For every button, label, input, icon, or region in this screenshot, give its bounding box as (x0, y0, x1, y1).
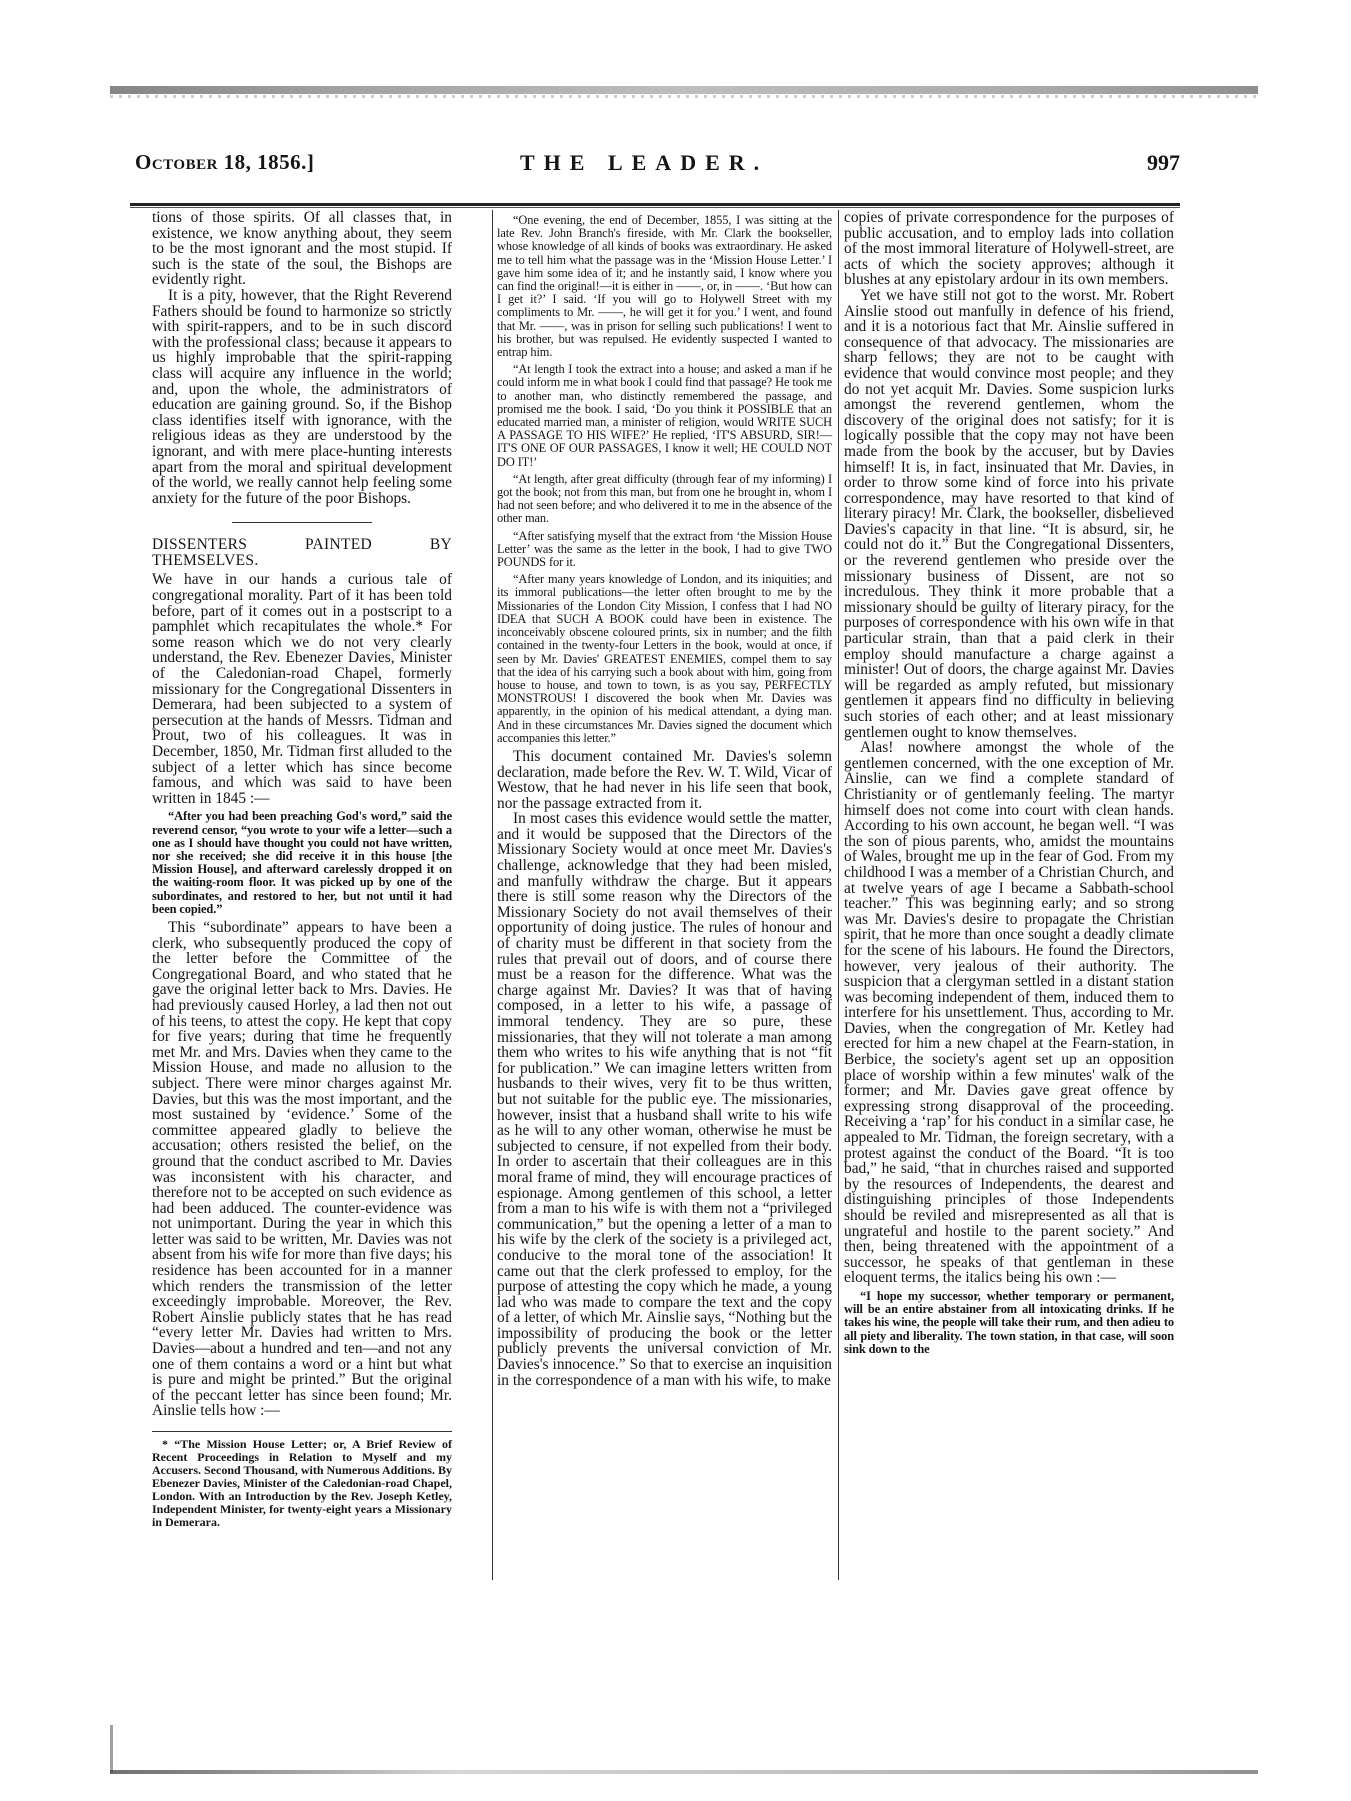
block-quote: “At length, after great difficulty (through fear of my informing) I got the book; not from this man, but from one he brought in, whom I had not seen before; and who delivered it to me in the absence of the other man. (497, 471, 832, 526)
paragraph: tions of those spirits. Of all classes that, in existence, we know anything about, they seem to be the most ignorant and the most stupid. If such is the state of the soul, the Bishops are evidently right. (152, 209, 452, 289)
issue-date: October 18, 1856.] (135, 150, 315, 174)
block-quote: “One evening, the end of December, 1855, I was sitting at the late Rev. John Branch's fireside, with Mr. Clark the bookseller, whose knowledge of all kinds of books was extraordinary. He asked me to tell him what the passage was in the ‘Mission House Letter.’ I gave him some idea of it; and he instantly said, I know where you can find the original!—it is either in ——, or, in ——. ‘But how can I get it?’ I said. ‘If you will go to Holywell Street with my compliments to Mr. ——, he will get it for you.’ I went, and found that Mr. ——, was in prison for selling such publications! I went to his brother, but was repulsed. He evidently suspected I wanted to entrap him. (497, 213, 832, 360)
scan-edge-artifact (110, 86, 1258, 94)
block-quote: “After you had been preaching God's word,” said the reverend censor, “you wrote to your wife a letter—such a one as I should have thought you could not have written, nor she received; she did receive it in this house [the Mission House], and afterward carelessly dropped it on the waiting-room floor. It was picked up by one of the subordinates, and restored to her, but not until it had been copied.” (152, 809, 452, 916)
column-3 (844, 210, 1174, 1360)
scan-edge-artifact (110, 1725, 113, 1773)
header-rule (130, 203, 1180, 206)
paragraph: This document contained Mr. Davies's solemn declaration, made before the Rev. W. T. Wild, Vicar of Westow, that he had never in his life seen that book, nor the passage extracted from it. (497, 747, 832, 812)
paragraph: We have in our hands a curious tale of congregational morality. Part of it has been told before, part of it comes out in a postscript to a pamphlet which recapitulates the whole.* For some reason which we do not very clearly understand, the Rev. Ebenezer Davies, Minister of the Caledonian-road Chapel, formerly missionary for the Congregational Dissenters in Demerara, had been subjected to a system of persecution at the hands of Messrs. Tidman and Prout, two of his colleagues. It was in December, 1850, Mr. Tidman first alluded to the subject of a letter which has since become famous, and which was said to have been written in 1845 :— (152, 571, 452, 807)
block-quote: “After many years knowledge of London, and its iniquities; and its immoral publications—the letter often brought to me by the Missionaries of the London City Mission, I confess that I had NO IDEA that SUCH A BOOK could have been in existence. The inconceivably obscene coloured prints, six in number; and the filth contained in the twenty-four Letters in the book, would at once, if seen by Mr. Davies' GREATEST ENEMIES, compel them to say that the idea of his carrying such a book about with him, going from house to house, and town to town, is as you say, PERFECTLY MONSTROUS! I discovered the book when Mr. Davies was apparently, in the opinion of his medical attendant, a dying man. And in these circumstances Mr. Davies signed the document which accompanies this letter.” (497, 572, 832, 745)
masthead (135, 150, 1180, 186)
block-quote: “After satisfying myself that the extract from ‘the Mission House Letter’ was the same as the letter in the book, I had to give TWO POUNDS for it. (497, 528, 832, 570)
newspaper-title: THE LEADER. (520, 150, 769, 175)
paragraph: In most cases this evidence would settle the matter, and it would be supposed that the Directors of the Missionary Society would at once meet Mr. Davies's challenge, acknowledge that they had been misled, and manfully withdraw the charge. But it appears there is still some reason why the Directors of the Missionary Society do not avail themselves of their opportunity of doing justice. The rules of honour and of charity must be different in that society from the rules that prevail out of doors, and of course there must be a reason for the difference. What was the charge against Mr. Davies? It was that of having composed, in a letter to his wife, a passage of immoral tendency. They are so pure, these missionaries, that they will not tolerate a man among them who writes to his wife anything that is not “fit for publication.” We can imagine letters written from husbands to their wives, very fit to be thus written, but not suitable for the public eye. The missionaries, however, insist that a husband shall write to his wife as he will to any other woman, otherwise he must be subjected to censure, if not expelled from their body. In order to ascertain that their colleagues are in this moral frame of mind, they will encourage practices of espionage. Among gentlemen of this school, a letter from a man to his wife is with them not a “privileged communication,” but the opening a letter of a man to his wife by the clerk of the society is a privileged act, conducive to the moral tone of the association! It came out that the clerk professed to employ, for the purpose of attesting the copy which he made, a young lad who was made to compare the text and the copy of a letter, of which Mr. Ainslie says, “Nothing but the impossibility of producing the book or the letter publicly prevents the universal conviction of Mr. Davies's innocence.” So that to exercise an inquisition in the correspondence of a man with his wife, to make (497, 810, 832, 1389)
paragraph: Alas! nowhere amongst the whole of the gentlemen concerned, with the one exception of Mr. Ainslie, can we find a complete standard of Christianity or of gentlemanly feeling. The martyr himself does not come into court with clean hands. According to his own account, he began well. “I was the son of pious parents, who, amidst the mountains of Wales, brought me up in the fear of God. From my childhood I was a member of a Christian Church, and at twelve years of age I became a Sabbath-school teacher.” This was beginning early; and so strong was Mr. Davies's desire to propagate the Christian spirit, that he more than once sought a deadly climate for the scene of his labours. He found the Directors, however, very jealous of their authority. The suspicion that a clergyman settled in a distant station was becoming independent of them, induced them to interfere for his unsettlement. Thus, according to Mr. Davies, when the congregation of Mr. Ketley had erected for him a new chapel at the Fearn-station, in Berbice, the society's agent set up an opposition place of worship within a few minutes' walk of the former; and Mr. Davies gave great offence by expressing strong disapproval of the proceeding. Receiving a ‘rap’ for his conduct in a similar case, he appealed to Mr. Tidman, the foreign secretary, with a protest against the conduct of the Board. “It is too bad,” he said, “that in churches raised and supported by the resources of Independents, the dearest and distinguishing principles of those Independents should be reviled and misrepresented as all that is ungrateful and hostile to the parent society.” And then, being threatened with the appointment of a successor, he speaks of that gentleman in these eloquent terms, the italics being his own :— (844, 739, 1174, 1287)
paragraph: copies of private correspondence for the purposes of public accusation, and to employ lads into collation of the most immoral literature of Holywell-street, are acts of which the society approves; although it blushes at any epistolary ardour in its own members. (844, 209, 1174, 289)
paragraph: Yet we have still not got to the worst. Mr. Robert Ainslie stood out manfully in defence of his friend, and it is a notorious fact that Mr. Ainslie suffered in consequence of that advocacy. The missionaries are sharp fellows; they are not to be caught with evidence that would convince most people; and they do not yet acquit Mr. Davies. Some suspicion lurks amongst the reverend gentlemen, whom the discovery of the original does not satisfy; for it is logically possible that the copy may not have been made from the book by the accuser, but by Davies himself! It is, in fact, insinuated that Mr. Davies, in order to throw some kind of force into his private correspondence, may have resorted to that kind of literary piracy! Mr. Clark, the bookseller, disbelieved Davies's capacity in that line. “It is absurd, sir, he could not do it.” But the Congregational Dissenters, or the reverend gentlemen who preside over the missionary business of Dissent, are not so incredulous. They think it more probable that a missionary should be guilty of literary piracy, for the purposes of correspondence with his own wife in that particular strain, than that a paid clerk in their employ should manufacture a charge against a minister! Out of doors, the charge against Mr. Davies will be regarded as amply refuted, but missionary gentlemen it appears find no difficulty in believing such stories of each other; and at least missionary gentlemen ought to know themselves. (844, 286, 1174, 741)
page-number: 997 (1147, 150, 1180, 175)
section-separator (232, 522, 372, 523)
footnote-rule (152, 1431, 452, 1432)
column-2 (497, 210, 832, 1388)
header-rule-thin (130, 207, 1180, 208)
paragraph: It is a pity, however, that the Right Reverend Fathers should be found to harmonize so strictly with spirit-rappers, and to be in such discord with the professional class; because it appears to us highly improbable that the spirit-rapping class will acquire any influence in the world; and, upon the whole, the administrators of education are gaining ground. So, if the Bishop class identifies itself with ignorance, with the religious ideas as they are understood by the ignorant, and with mere place-hunting interests apart from the moral and spiritual development of the world, we really cannot help feeling some anxiety for the future of the poor Bishops. (152, 286, 452, 507)
column-1 (152, 210, 452, 1529)
paragraph: This “subordinate” appears to have been a clerk, who subsequently produced the copy of the letter before the Committee of the Congregational Board, and who stated that he gave the original letter back to Mrs. Davies. He had previously caused Horley, a lad then not out of his teens, to attest the copy. He kept that copy for five years; during that time he frequently met Mr. and Mrs. Davies when they came to the Mission House, and made no allusion to the subject. There were minor charges against Mr. Davies, but this was the most important, and the most sustained by ‘evidence.’ Some of the committee appeared gladly to believe the accusation; others resisted the belief, on the ground that the conduct ascribed to Mr. Davies was inconsistent with his character, and therefore not to be accepted on such evidence as had been adduced. The counter-evidence was not unimportant. During the year in which this letter was said to be written, Mr. Davies was not absent from his wife for more than five days; his residence has been accounted for in a manner which renders the transmission of the letter exceedingly improbable. Moreover, the Rev. Robert Ainslie publicly states that he has read “every letter Mr. Davies had written to Mrs. Davies—about a hundred and ten—and not any one of them contains a word or a hint but what is pure and might be printed.” But the original of the peccant letter has since been found; Mr. Ainslie tells how :— (152, 919, 452, 1420)
scan-edge-artifact (110, 95, 1258, 98)
column-divider (492, 210, 493, 1580)
article-heading: DISSENTERS PAINTED BY THEMSELVES. (152, 536, 452, 569)
block-quote: “I hope my successor, whether temporary or permanent, will be an entire abstainer from all intoxicating drinks. If he takes his wine, the people will take their rum, and then adieu to all piety and liberality. The town station, in that case, will soon sink down to the (844, 1288, 1174, 1356)
block-quote: “At length I took the extract into a house; and asked a man if he could inform me in what book I could find that passage? He took me to another man, who distinctly remembered the passage, and promised me the book. I said, ‘Do you think it POSSIBLE that an educated married man, a minister of religion, would WRITE SUCH A PASSAGE TO HIS WIFE?’ He replied, ‘IT'S ABSURD, SIR!—IT'S ONE OF OUR PASSAGES, I know it well; HE COULD NOT DO IT!’ (497, 362, 832, 469)
column-divider (838, 210, 839, 1580)
scan-edge-artifact (110, 1770, 1258, 1774)
footnote: * “The Mission House Letter; or, A Brief Review of Recent Proceedings in Relation to Myself and my Accusers. Second Thousand, with Numerous Additions. By Ebenezer Davies, Minister of the Caledonian-road Chapel, London. With an Introduction by the Rev. Joseph Ketley, Independent Minister, for twenty-eight years a Missionary in Demerara. (152, 1437, 452, 1529)
